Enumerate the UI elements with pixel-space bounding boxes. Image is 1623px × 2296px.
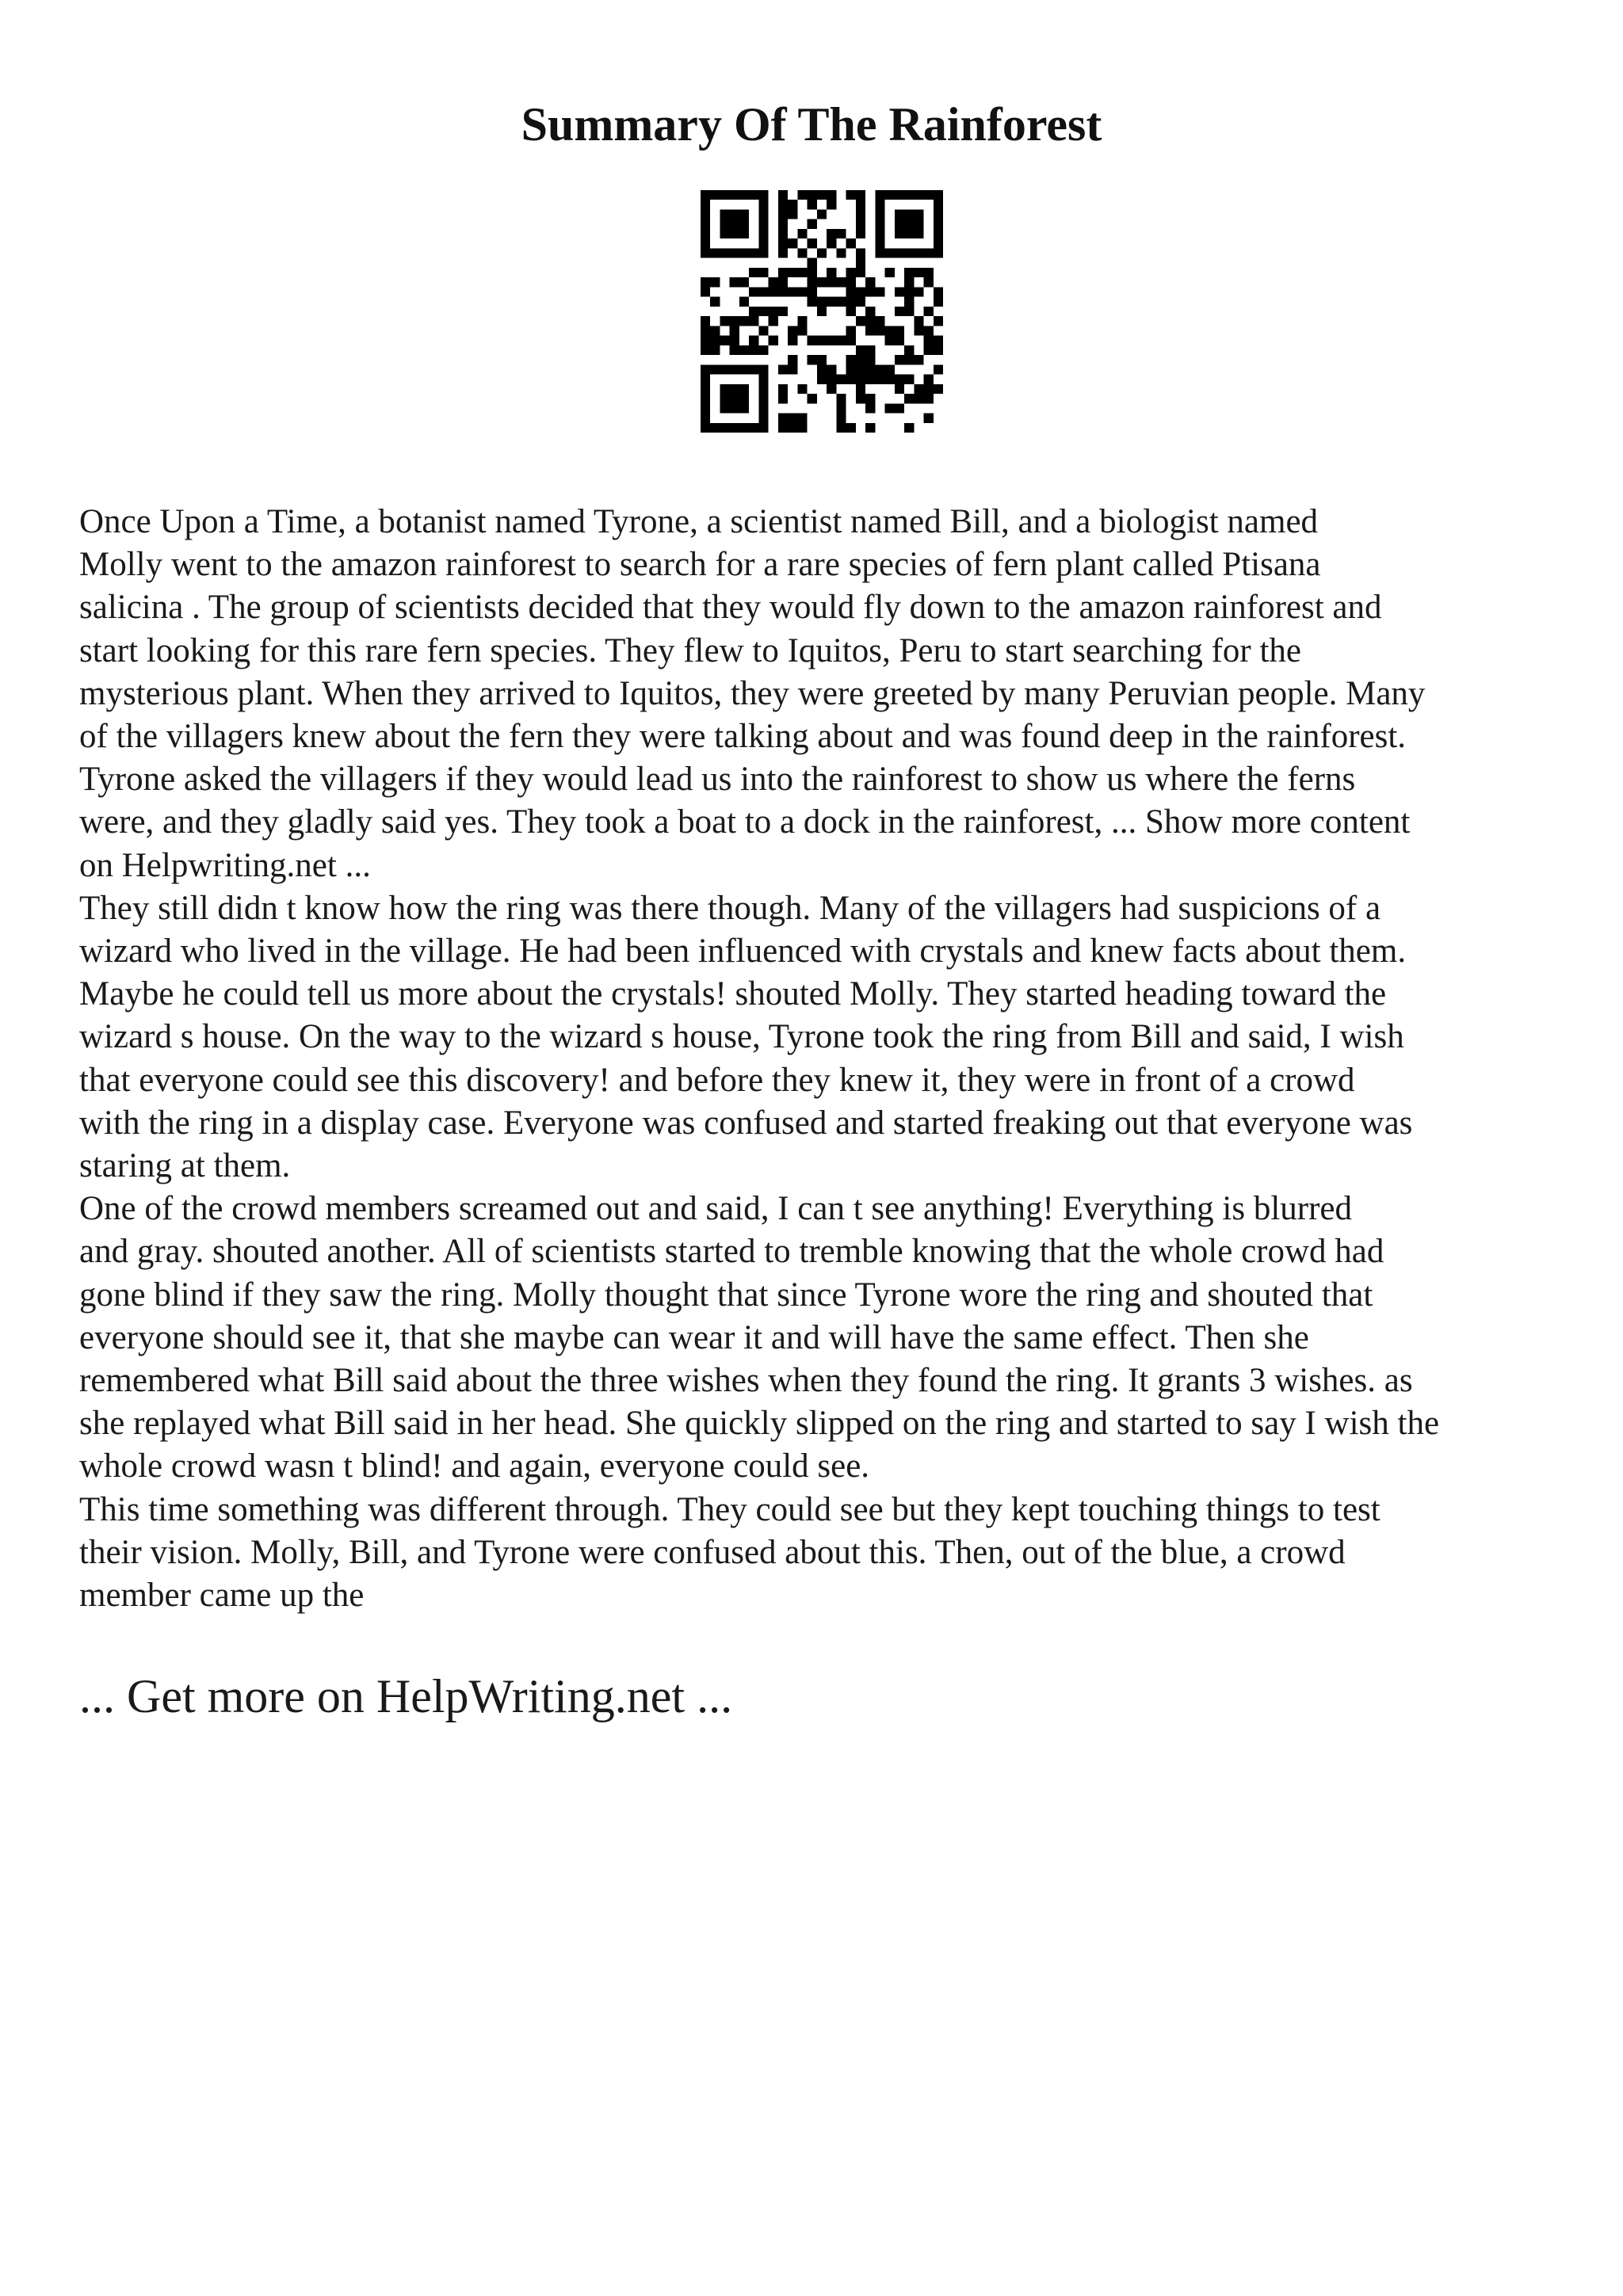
qr-code-icon[interactable]	[701, 190, 943, 433]
qr-code-graphic	[701, 190, 943, 433]
document-title: Summary Of The Rainforest	[521, 98, 1102, 151]
paragraph: They still didn t know how the ring was there though. Many of the villagers had suspicions of a wizard who lived in the village. He had been influenced with crystals and knew facts about them. Maybe he could tell us more about the crystals! shouted Molly. They started heading toward the wizard s house. On the way to the wizard s house, Tyrone took the ring from Bill and said, I wish that everyone could see this discovery! and before they knew it, they were in front of a crowd with the ring in a display case. Everyone was confused and started freaking out that everyone was staring at them.	[79, 889, 1413, 1185]
get-more-link[interactable]: ... Get more on HelpWriting.net ...	[79, 1670, 733, 1722]
document-body	[79, 501, 1569, 1617]
paragraph: This time something was different through. They could see but they kept touching things to test their vision. Molly, Bill, and Tyrone were confused about this. Then, out of the blue, a crowd member came up the	[79, 1490, 1381, 1615]
paragraph: Once Upon a Time, a botanist named Tyrone, a scientist named Bill, and a biologist named Molly went to the amazon rainforest to search for a rare species of fern plant called Ptisana salicina . The group of scientists decided that they would fly down to the amazon rainforest and start looking for this rare fern species. They flew to Iquitos, Peru to start searching for the mysterious plant. When they arrived to Iquitos, they were greeted by many Peruvian people. Many of the villagers knew about the fern they were talking about and was found deep in the rainforest. Tyrone asked the villagers if they would lead us into the rainforest to show us where the ferns were, and they gladly said yes. They took a boat to a dock in the rainforest, ... Show more content on Helpwriting.net ...	[79, 503, 1426, 884]
paragraph: One of the crowd members screamed out and said, I can t see anything! Everything is blurred and gray. shouted another. All of scientists started to tremble knowing that the whole crowd had gone blind if they saw the ring. Molly thought that since Tyrone wore the ring and shouted that everyone should see it, that she maybe can wear it and will have the same effect. Then she remembered what Bill said about the three wishes when they found the ring. It grants 3 wishes. as she replayed what Bill said in her head. She quickly slipped on the ring and started to say I wish the whole crowd wasn t blind! and again, everyone could see.	[79, 1190, 1440, 1486]
